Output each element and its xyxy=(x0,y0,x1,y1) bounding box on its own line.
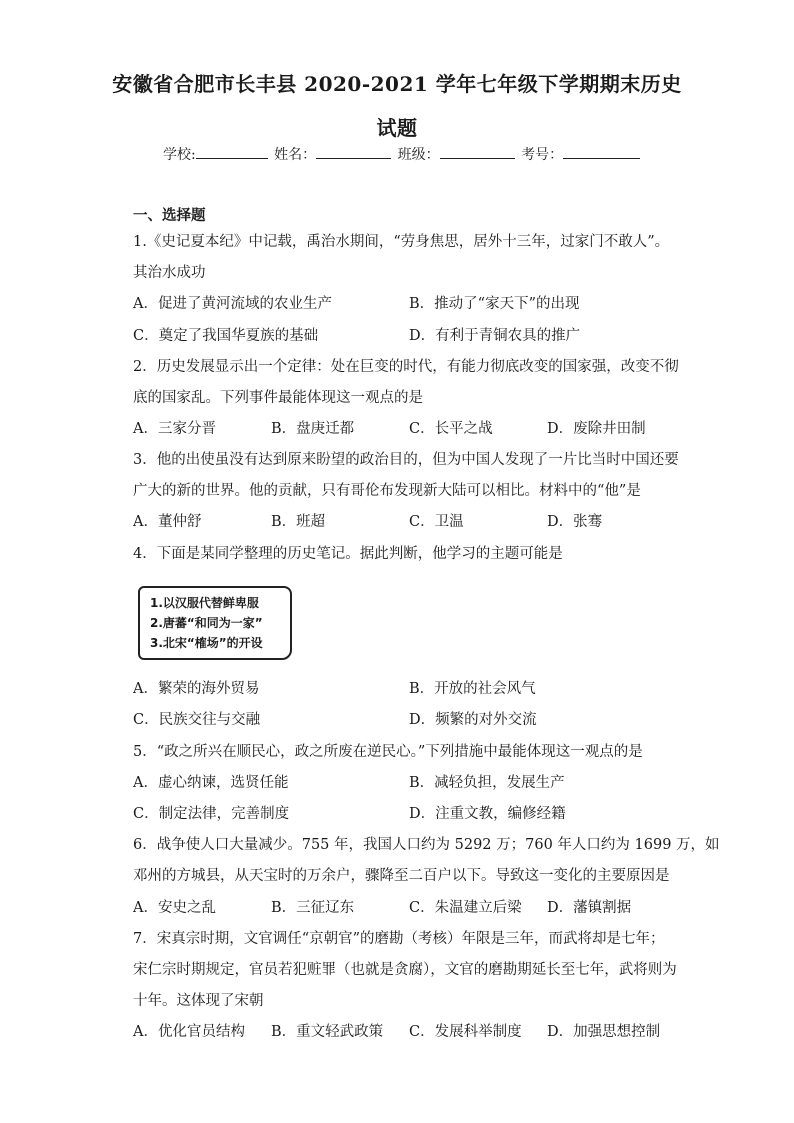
question-4-option-c: C．民族交往与交融 xyxy=(133,712,261,728)
exam-number-label: 考号： xyxy=(521,147,564,163)
question-5-option-a: A．虚心纳谏，选贤任能 xyxy=(133,775,289,791)
question-5-option-b: B．减轻负担，发展生产 xyxy=(409,775,565,791)
question-3-option-b: B．班超 xyxy=(271,514,326,530)
school-blank xyxy=(196,144,268,159)
question-1-option-a: A．促进了黄河流域的农业生产 xyxy=(133,296,332,312)
name-label: 姓名： xyxy=(274,147,317,163)
question-6-option-a: A．安史之乱 xyxy=(133,900,216,916)
exam-title-line-2: 试题 xyxy=(376,116,418,140)
question-7-option-b: B．重文轻武政策 xyxy=(271,1024,384,1040)
question-3-option-d: D．张骞 xyxy=(547,514,603,530)
question-4-line-1: 4．下面是某同学整理的历史笔记。据此判断，他学习的主题可能是 xyxy=(133,546,563,562)
question-7-line-1: 7．宋真宗时期，文官调任“京朝官”的磨勘（考核）年限是三年，而武将却是七年； xyxy=(133,931,665,947)
note-item-2: 2.唐蕃“和同为一家” xyxy=(150,616,263,630)
class-blank xyxy=(440,144,515,159)
class-label: 班级： xyxy=(397,147,440,163)
question-7-line-3: 十年。这体现了宋朝 xyxy=(133,993,264,1009)
question-5-option-c: C．制定法律，完善制度 xyxy=(133,806,290,822)
question-5-option-d: D．注重文教，编修经籍 xyxy=(409,806,566,822)
question-3-line-2: 广大的新的世界。他的贡献，只有哥伦布发现新大陆可以相比。材料中的“他”是 xyxy=(133,483,641,499)
question-1-option-b: B．推动了“家天下”的出现 xyxy=(409,296,580,312)
question-2-option-b: B．盘庚迁都 xyxy=(271,421,355,437)
question-3-line-1: 3．他的出使虽没有达到原来盼望的政治目的，但为中国人发现了一片比当时中国还要 xyxy=(133,452,679,468)
question-2-line-1: 2．历史发展显示出一个定律：处在巨变的时代，有能力彻底改变的国家强，改变不彻 xyxy=(133,359,679,375)
history-note-box xyxy=(138,586,292,660)
question-6-option-d: D．藩镇割据 xyxy=(547,900,632,916)
section-heading: 一、选择题 xyxy=(133,207,206,224)
question-4-option-b: B．开放的社会风气 xyxy=(409,681,536,697)
question-6-line-1: 6．战争使人口大量减少。755 年，我国人口约为 5292 万；760 年人口约为 1699 万，如 xyxy=(133,837,720,853)
exam-title-line-1: 安徽省合肥市长丰县 2020-2021 学年七年级下学期期末历史 xyxy=(112,72,682,96)
question-1-option-c: C．奠定了我国华夏族的基础 xyxy=(133,328,319,344)
question-1-line-2: 其治水成功 xyxy=(133,265,206,281)
note-item-1: 1.以汉服代替鲜卑服 xyxy=(150,596,259,610)
question-6-option-c: C．朱温建立后梁 xyxy=(409,900,522,916)
question-6-option-b: B．三征辽东 xyxy=(271,900,355,916)
question-5-line-1: 5．“政之所兴在顺民心，政之所废在逆民心。”下列措施中最能体现这一观点的是 xyxy=(133,744,643,760)
question-3-option-a: A．董仲舒 xyxy=(133,514,202,530)
question-2-option-a: A．三家分晋 xyxy=(133,421,216,437)
question-2-line-2: 底的国家乱。下列事件最能体现这一观点的是 xyxy=(133,390,423,406)
question-1-line-1: 1.《史记夏本纪》中记载，禹治水期间，“劳身焦思，居外十三年，过家门不敢人”。 xyxy=(133,234,670,250)
question-7-option-a: A．优化官员结构 xyxy=(133,1024,245,1040)
note-item-3: 3.北宋“榷场”的开设 xyxy=(150,636,263,650)
question-3-option-c: C．卫温 xyxy=(409,514,464,530)
question-7-line-2: 宋仁宗时期规定，官员若犯赃罪（也就是贪腐），文官的磨勘期延长至七年，武将则为 xyxy=(133,962,677,978)
school-label: 学校: xyxy=(163,147,196,163)
exam-number-blank xyxy=(563,144,640,159)
question-2-option-d: D．废除井田制 xyxy=(547,421,646,437)
question-4-option-a: A．繁荣的海外贸易 xyxy=(133,681,260,697)
question-7-option-c: C．发展科举制度 xyxy=(409,1024,522,1040)
student-info-row xyxy=(163,144,642,165)
question-1-option-d: D．有利于青铜农具的推广 xyxy=(409,328,581,344)
question-2-option-c: C．长平之战 xyxy=(409,421,493,437)
question-6-line-2: 邓州的方城县，从天宝时的万余户，骤降至二百户以下。导致这一变化的主要原因是 xyxy=(133,868,670,884)
name-blank xyxy=(316,144,391,159)
question-4-option-d: D．频繁的对外交流 xyxy=(409,712,537,728)
question-7-option-d: D．加强思想控制 xyxy=(547,1024,661,1040)
